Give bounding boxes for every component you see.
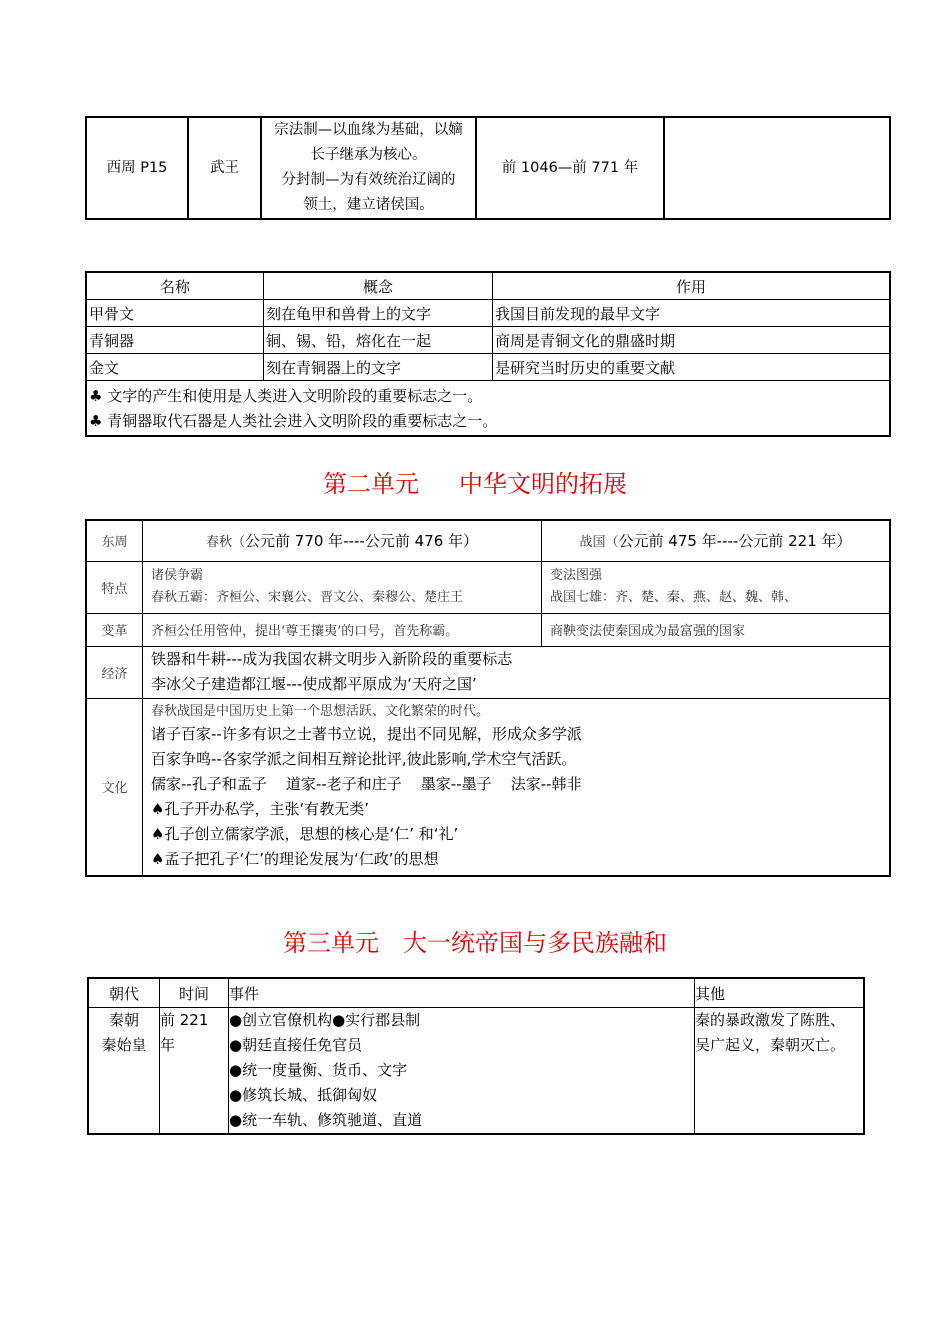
row-label-reform: 变革 bbox=[86, 613, 143, 646]
spring-autumn-header bbox=[143, 520, 542, 561]
row-label-eastern-zhou: 东周 bbox=[86, 520, 143, 561]
system-line: 宗法制—以血缘为基础，以嫡 bbox=[274, 122, 463, 138]
unit-three-title bbox=[0, 927, 950, 959]
header-event: 事件 bbox=[229, 978, 695, 1008]
table-row bbox=[86, 327, 890, 354]
name-cell: 金文 bbox=[86, 354, 264, 381]
culture-cell bbox=[143, 698, 891, 876]
economy-line: 李冰父子建造都江堰---使成都平原成为‘天府之国’ bbox=[151, 675, 477, 693]
header-dynasty: 朝代 bbox=[88, 978, 160, 1008]
feature-line: 战国七雄：齐、楚、秦、燕、赵、魏、韩、 bbox=[550, 590, 798, 605]
table-row bbox=[86, 300, 890, 327]
king-cell: 武王 bbox=[188, 117, 261, 219]
header-name: 名称 bbox=[86, 272, 264, 300]
unit-name: 大一统帝国与多民族融和 bbox=[403, 929, 667, 957]
culture-line: ♠孔子开办私学，主张‘有教无类’ bbox=[151, 799, 369, 818]
dynasty-cell bbox=[88, 1008, 160, 1135]
header-time: 时间 bbox=[160, 978, 229, 1008]
reform-warring-states: 商鞅变法使秦国成为最富强的国家 bbox=[542, 613, 891, 646]
other-cell bbox=[695, 1008, 865, 1135]
row-label-economy: 经济 bbox=[86, 646, 143, 698]
feature-line: 春秋五霸：齐桓公、宋襄公、晋文公、秦穆公、楚庄王 bbox=[151, 590, 464, 605]
effect-cell: 我国目前发现的最早文字 bbox=[493, 300, 891, 327]
time-cell: 前 221 年 bbox=[160, 1008, 229, 1135]
qin-dynasty-table bbox=[87, 977, 865, 1135]
note-line: ♣ 青铜器取代石器是人类社会进入文明阶段的重要标志之一。 bbox=[89, 411, 498, 430]
header-other: 其他 bbox=[695, 978, 865, 1008]
culture-intro: 春秋战国是中国历史上第一个思想活跃、文化繁荣的时代。 bbox=[151, 703, 490, 719]
header-effect: 作用 bbox=[493, 272, 891, 300]
effect-cell: 是研究当时历史的重要文献 bbox=[493, 354, 891, 381]
period-cell: 前 1046—前 771 年 bbox=[476, 117, 664, 219]
feature-line: 变法图强 bbox=[550, 568, 603, 583]
concept-cell: 铜、锡、铅，熔化在一起 bbox=[264, 327, 493, 354]
other-line: 秦的暴政激发了陈胜、 bbox=[695, 1011, 846, 1029]
features-warring-states bbox=[542, 561, 891, 613]
system-cell bbox=[261, 117, 476, 219]
header-concept: 概念 bbox=[264, 272, 493, 300]
warring-prefix: 战国（ bbox=[579, 535, 619, 551]
note-line: ♣ 文字的产生和使用是人类进入文明阶段的重要标志之一。 bbox=[89, 386, 483, 405]
system-line: 领土，建立诸侯国。 bbox=[303, 197, 434, 213]
feature-line: 诸侯争霸 bbox=[151, 568, 204, 583]
other-line: 吴广起义，秦朝灭亡。 bbox=[695, 1036, 846, 1054]
concept-cell: 刻在龟甲和兽骨上的文字 bbox=[264, 300, 493, 327]
notes-cell bbox=[86, 381, 890, 437]
writing-bronze-table bbox=[85, 271, 891, 437]
event-line: ●统一车轨、修筑驰道、直道 bbox=[229, 1111, 423, 1129]
economy-line: 铁器和牛耕---成为我国农耕文明步入新阶段的重要标志 bbox=[151, 650, 513, 668]
western-zhou-table bbox=[85, 116, 891, 220]
events-cell bbox=[229, 1008, 695, 1135]
event-line: ●统一度量衡、货币、文字 bbox=[229, 1061, 408, 1079]
culture-line: 儒家--孔子和孟子 道家--老子和庄子 墨家--墨子 法家--韩非 bbox=[151, 774, 582, 793]
system-line: 长子继承为核心。 bbox=[310, 147, 427, 163]
name-cell: 青铜器 bbox=[86, 327, 264, 354]
features-spring-autumn bbox=[143, 561, 542, 613]
event-line: ●朝廷直接任免官员 bbox=[229, 1036, 363, 1054]
culture-line: ♠孔子创立儒家学派，思想的核心是‘仁’ 和‘礼’ bbox=[151, 824, 459, 843]
table-row bbox=[86, 354, 890, 381]
culture-line: 诸子百家--许多有识之士著书立说，提出不同见解，形成众多学派 bbox=[151, 724, 582, 743]
event-line: ●创立官僚机构●实行郡县制 bbox=[229, 1011, 421, 1029]
dynasty-line: 秦朝 bbox=[108, 1011, 139, 1029]
economy-cell bbox=[143, 646, 891, 698]
concept-cell: 刻在青铜器上的文字 bbox=[264, 354, 493, 381]
name-cell: 甲骨文 bbox=[86, 300, 264, 327]
reform-spring-autumn: 齐桓公任用管仲，提出‘尊王攘夷’的口号，首先称霸。 bbox=[143, 613, 542, 646]
culture-line: 百家争鸣--各家学派之间相互辩论批评,彼此影响,学术空气活跃。 bbox=[151, 749, 577, 768]
dynasty-line: 秦始皇 bbox=[101, 1036, 147, 1054]
row-label-features: 特点 bbox=[86, 561, 143, 613]
culture-line: ♠孟子把孔子‘仁’的理论发展为‘仁政’的思想 bbox=[151, 849, 439, 868]
extra-cell bbox=[664, 117, 890, 219]
eastern-zhou-table bbox=[85, 519, 891, 877]
unit-number: 第二单元 bbox=[323, 470, 419, 498]
warring-dates: 公元前 475 年----公元前 221 年） bbox=[618, 532, 852, 551]
event-line: ●修筑长城、抵御匈奴 bbox=[229, 1086, 378, 1104]
spring-autumn-prefix: 春秋（ bbox=[206, 535, 246, 551]
unit-number: 第三单元 bbox=[283, 929, 379, 957]
warring-states-header bbox=[542, 520, 891, 561]
dynasty-cell: 西周 P15 bbox=[86, 117, 188, 219]
row-label-culture: 文化 bbox=[86, 698, 143, 876]
unit-name: 中华文明的拓展 bbox=[459, 470, 627, 498]
spring-autumn-dates: 公元前 770 年----公元前 476 年） bbox=[245, 532, 478, 551]
effect-cell: 商周是青铜文化的鼎盛时期 bbox=[493, 327, 891, 354]
system-line: 分封制—为有效统治辽阔的 bbox=[281, 172, 456, 188]
unit-two-title bbox=[0, 468, 950, 500]
